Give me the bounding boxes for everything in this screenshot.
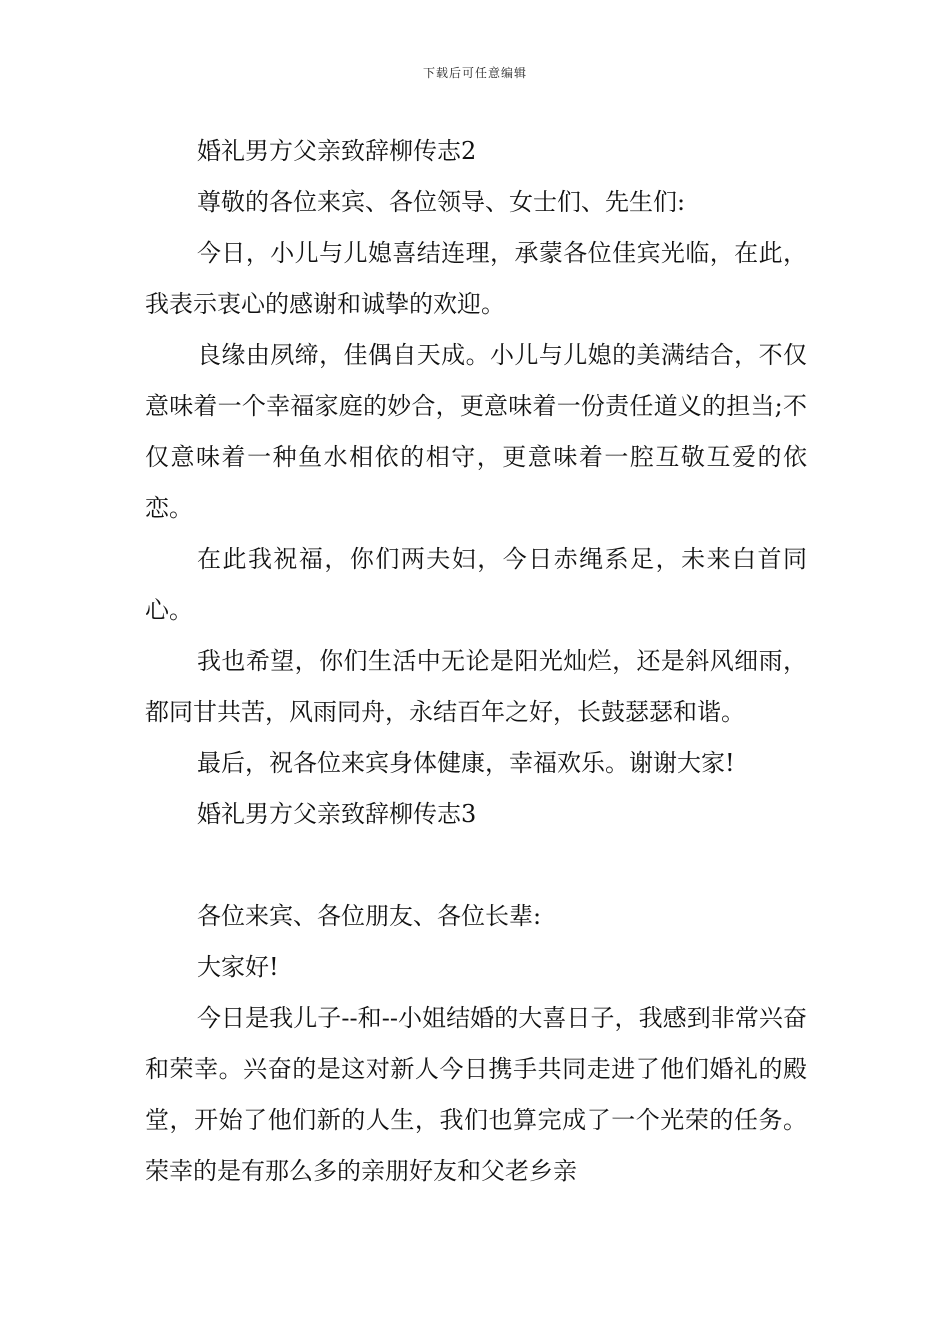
salutation: 尊敬的各位来宾、各位领导、女士们、先生们: — [197, 188, 686, 216]
paragraph: 良缘由夙缔，佳偶自天成。小儿与儿媳的美满结合，不仅意味着一个幸福家庭的妙合，更意味着一份责任道义的担当;不仅意味着一种鱼水相依的相守，更意味着一腔互敬互爱的依恋。 — [145, 341, 807, 522]
document-body — [145, 126, 807, 1197]
blank-line — [145, 840, 807, 891]
salutation: 各位来宾、各位朋友、各位长辈: — [197, 902, 542, 930]
paragraph: 今日是我儿子--和--小姐结婚的大喜日子，我感到非常兴奋和荣幸。兴奋的是这对新人今日携手共同走进了他们婚礼的殿堂，开始了他们新的人生，我们也算完成了一个光荣的任务。荣幸的是有那么多的亲朋好友和父老乡亲 — [145, 1004, 807, 1185]
paragraph: 我也希望，你们生活中无论是阳光灿烂，还是斜风细雨，都同甘共苦，风雨同舟，永结百年之好，长鼓瑟瑟和谐。 — [145, 647, 807, 726]
page-header-note: 下载后可任意编辑 — [422, 66, 527, 80]
paragraph: 今日，小儿与儿媳喜结连理，承蒙各位佳宾光临，在此，我表示衷心的感谢和诚挚的欢迎。 — [145, 239, 807, 318]
closing-paragraph: 最后，祝各位来宾身体健康，幸福欢乐。谢谢大家! — [197, 749, 735, 777]
section-title: 婚礼男方父亲致辞柳传志3 — [197, 800, 477, 828]
paragraph: 在此我祝福，你们两夫妇，今日赤绳系足，未来白首同心。 — [145, 545, 807, 624]
greeting: 大家好! — [197, 953, 279, 981]
section-title: 婚礼男方父亲致辞柳传志2 — [197, 137, 477, 165]
